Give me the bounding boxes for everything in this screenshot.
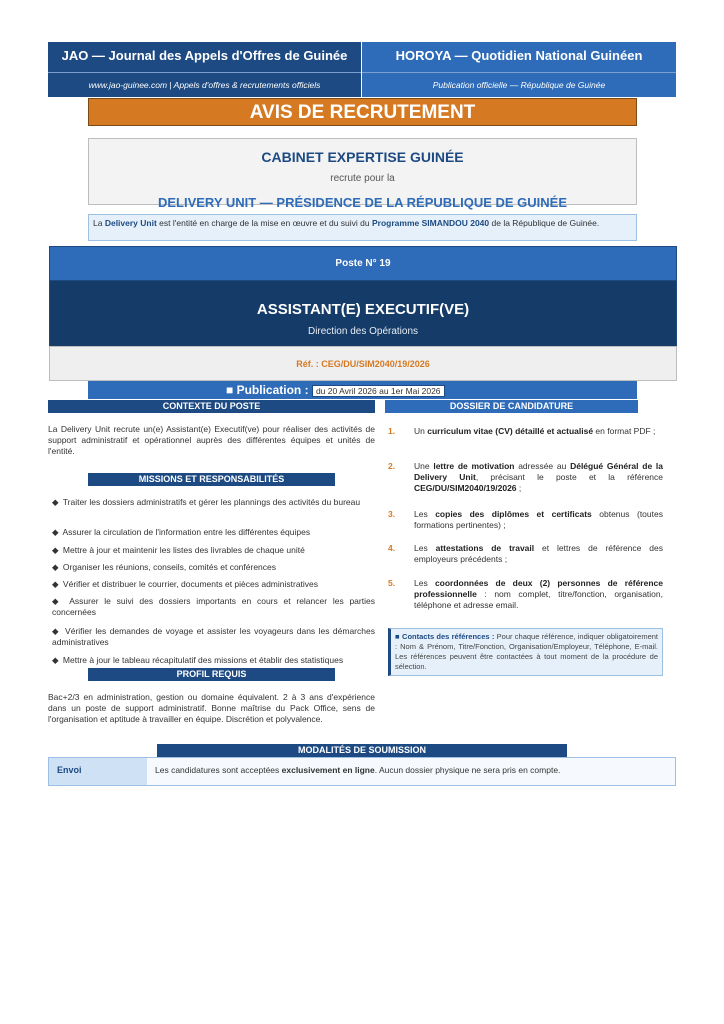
mission-text: Assurer la circulation de l'information entre les différentes équipes (62, 527, 311, 537)
header-right-subtitle: Publication officielle — République de Guinée (362, 72, 676, 97)
bullet-icon: ◆ (52, 545, 59, 555)
intro-box (88, 214, 637, 241)
dossier-text: Les (414, 578, 435, 588)
dossier-text: en format PDF ; (593, 426, 656, 436)
bullet-icon: ◆ (52, 579, 59, 589)
publication-dates: du 20 Avril 2026 au 1er Mai 2026 (312, 385, 445, 397)
modalites-value (147, 758, 675, 785)
publication-label: ■ Publication : (226, 383, 309, 397)
dossier-text: ; (516, 483, 522, 493)
intro-text-2: est l'entité en charge de la mise en œuvre et du suivi du (156, 218, 372, 228)
bullet-icon: ◆ (52, 655, 59, 665)
mission-text: Vérifier et distribuer le courrier, documents et pièces administratives (62, 579, 319, 589)
poste-title: ASSISTANT(E) EXECUTIF(VE) (256, 301, 470, 318)
bullet-icon: ◆ (52, 497, 59, 507)
poste-direction: Direction des Opérations (307, 326, 419, 337)
bullet-icon: ◆ (52, 626, 60, 636)
mission-text: Vérifier les demandes de voyage et assister les voyageurs dans les démarches administratives (52, 626, 375, 647)
mission-text: Mettre à jour et maintenir les listes des livrables de chaque unité (62, 545, 305, 555)
dossier-bold: attestations de travail (435, 543, 535, 553)
dossier-text: : nom complet, titre/fonction, organisation, téléphone et adresse email. (414, 589, 663, 610)
contacts-box (388, 628, 663, 676)
modalites-text: Les candidatures sont acceptées (155, 765, 282, 775)
modalites-row (48, 757, 676, 786)
mission-item (52, 626, 375, 648)
mission-item (52, 655, 375, 666)
cabinet-recrute: recrute pour la (330, 173, 395, 184)
mission-text: Mettre à jour le tableau récapitulatif des missions et établir des statistiques (62, 655, 344, 665)
modalites-bold: exclusivement en ligne (281, 765, 375, 775)
dossier-text: Un (414, 426, 428, 436)
dossier-num: 3. (388, 509, 396, 519)
header-left-title: JAO — Journal des Appels d'Offres de Guinée (48, 42, 361, 72)
dossier-bold: coordonnées de deux (2) personnes de référence professionnelle (414, 578, 663, 599)
profil-text: Bac+2/3 en administration, gestion ou domaine équivalent. 2 à 3 ans d'expérience dans un poste de support administratif. Bonne maîtrise du Pack Office, sens de l'organisation et aptitude à travailler en équipe. Discrétion et polyvalence. (48, 692, 375, 724)
dossier-num: 2. (388, 461, 396, 471)
missions-heading: MISSIONS ET RESPONSABILITÉS (88, 473, 335, 486)
publication-bar (88, 381, 637, 399)
dossier-num: 5. (388, 578, 396, 588)
mission-item (52, 497, 375, 508)
contacts-text: Pour chaque référence, indiquer obligatoirement : Nom & Prénom, Titre/Fonction, Organisation/Employeur, Téléphone, E-mail. Les références peuvent être contactées à tout moment de la procédure de sélection. (395, 632, 658, 671)
dossier-num: 1. (388, 426, 396, 436)
header-left-subtitle: www.jao-guinee.com | Appels d'offres & recrutements officiels (48, 72, 361, 97)
mission-text: Organiser les réunions, conseils, comités et conférences (62, 562, 276, 572)
dossier-text: adressée au (514, 461, 571, 471)
dossier-num: 4. (388, 543, 396, 553)
dossier-bold: lettre de motivation (433, 461, 515, 471)
dossier-text: Les (414, 509, 436, 519)
contexte-heading: CONTEXTE DU POSTE (48, 400, 375, 413)
intro-bold-2: Programme SIMANDOU 2040 (371, 218, 490, 228)
modalites-text: . Aucun dossier physique ne sera pris en compte. (374, 765, 561, 775)
dossier-text: Les (414, 543, 436, 553)
poste-number: Poste N° 19 (49, 246, 677, 281)
intro-text-3: de la République de Guinée. (489, 218, 600, 228)
dossier-text: Une (414, 461, 434, 471)
mission-item (52, 527, 375, 538)
poste-block (49, 281, 677, 346)
mission-text: Traiter les dossiers administratifs et gérer les plannings des activités du bureau (62, 497, 361, 507)
intro-bold-1: Delivery Unit (104, 218, 157, 228)
dossier-text: et lettres de référence des employeurs précédents ; (414, 543, 663, 564)
mission-item (52, 596, 375, 618)
dossier-heading: DOSSIER DE CANDIDATURE (385, 400, 638, 413)
bullet-icon: ◆ (52, 562, 59, 572)
dossier-item (414, 578, 663, 611)
dossier-bold: copies des diplômes et certificats (435, 509, 592, 519)
dossier-item (414, 543, 663, 565)
dossier-item (414, 426, 663, 437)
contexte-text: La Delivery Unit recrute un(e) Assistant(e) Executif(ve) pour réaliser des activités de support administratif et opérationnel auprès des différentes équipes et unités de l'entité. (48, 424, 375, 456)
dossier-item (414, 461, 663, 494)
mission-text: Assurer le suivi des dossiers importants en cours et relancer les parties concernées (52, 596, 375, 617)
mission-item (52, 579, 375, 590)
avis-title: AVIS DE RECRUTEMENT (88, 98, 637, 126)
bullet-icon: ◆ (52, 596, 62, 606)
intro-text-1: La (93, 218, 105, 228)
cabinet-name: CABINET EXPERTISE GUINÉE (261, 149, 464, 165)
dossier-text: , précisant le poste et la référence (475, 472, 664, 482)
dossier-bold: Délégué Général de la Delivery Unit (414, 461, 663, 482)
cabinet-client: DELIVERY UNIT — PRÉSIDENCE DE LA RÉPUBLIQUE DE GUINÉE (157, 195, 568, 210)
dossier-item (414, 509, 663, 531)
contacts-label: ■ Contacts des références : (395, 632, 495, 641)
modalites-key: Envoi (49, 758, 147, 785)
bullet-icon: ◆ (52, 527, 59, 537)
mission-item (52, 545, 375, 556)
dossier-bold: curriculum vitae (CV) détaillé et actualisé (427, 426, 594, 436)
modalites-heading: MODALITÉS DE SOUMISSION (157, 744, 567, 757)
header-right-title: HOROYA — Quotidien National Guinéen (362, 42, 676, 72)
dossier-text: obtenus (toutes formations pertinentes) ; (414, 509, 663, 530)
dossier-bold: CEG/DU/SIM2040/19/2026 (414, 483, 517, 493)
poste-reference: Réf. : CEG/DU/SIM2040/19/2026 (49, 346, 677, 381)
mission-item (52, 562, 375, 573)
cabinet-box (88, 138, 637, 210)
profil-heading: PROFIL REQUIS (88, 668, 335, 681)
